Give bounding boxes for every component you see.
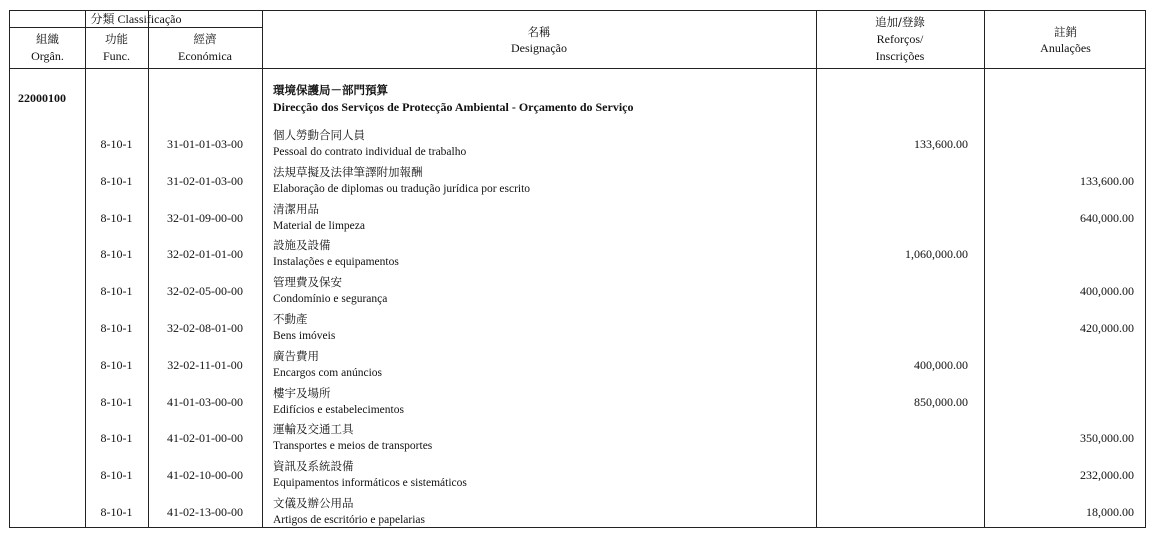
designation-zh: 樓宇及場所 — [273, 386, 331, 400]
economic-code: 32-02-05-00-00 — [167, 284, 243, 298]
designation-pt: Artigos de escritório e papelarias — [273, 514, 425, 526]
column-divider — [262, 11, 263, 527]
economic-code: 31-02-01-03-00 — [167, 174, 243, 188]
economic-code: 32-02-01-01-00 — [167, 247, 243, 261]
designation-zh: 清潔用品 — [273, 202, 319, 216]
organ-header-zh: 組織 — [36, 32, 59, 46]
function-code: 8-10-1 — [100, 431, 133, 445]
economic-header-pt: Económica — [178, 49, 232, 63]
organ-title-pt: Direcção dos Serviços de Protecção Ambiental - Orçamento do Serviço — [273, 100, 634, 114]
economic-code: 41-02-13-00-00 — [167, 505, 243, 519]
designation-zh: 法規草擬及法律筆譯附加報酬 — [273, 165, 423, 179]
designation-zh: 個人勞動合同人員 — [273, 128, 365, 142]
designation-zh: 設施及設備 — [273, 238, 331, 252]
reforcos-header-pt: Reforços/ — [876, 32, 924, 46]
designation-pt: Instalações e equipamentos — [273, 256, 399, 268]
designation-pt: Material de limpeza — [273, 220, 365, 232]
header-bottom-rule — [10, 68, 1145, 69]
function-header-zh: 功能 — [105, 32, 128, 46]
reforcos-header-zh: 追加/登錄 — [875, 15, 925, 29]
designation-pt: Edifícios e estabelecimentos — [273, 404, 404, 416]
designation-pt: Condomínio e segurança — [273, 293, 388, 305]
designation-header-zh: 名稱 — [527, 25, 551, 39]
function-code: 8-10-1 — [100, 284, 133, 298]
anulacoes-amount: 420,000.00 — [1080, 321, 1134, 335]
column-divider — [148, 11, 149, 527]
function-header-pt: Func. — [103, 49, 130, 63]
reforcos-amount: 133,600.00 — [914, 137, 968, 151]
organ-header-pt: Orgân. — [31, 49, 64, 63]
function-code: 8-10-1 — [100, 358, 133, 372]
anulacoes-amount: 133,600.00 — [1080, 174, 1134, 188]
economic-code: 32-02-11-01-00 — [167, 358, 243, 372]
function-code: 8-10-1 — [100, 247, 133, 261]
reforcos-amount: 850,000.00 — [914, 395, 968, 409]
designation-zh: 不動產 — [273, 312, 308, 326]
function-code: 8-10-1 — [100, 211, 133, 225]
designation-zh: 廣告費用 — [273, 349, 319, 363]
designation-zh: 運輸及交通工具 — [273, 422, 354, 436]
function-code: 8-10-1 — [100, 468, 133, 482]
budget-table — [9, 10, 1146, 528]
anulacoes-header-pt: Anulações — [1040, 41, 1091, 55]
economic-header-zh: 經濟 — [193, 32, 217, 46]
anulacoes-header-zh: 註銷 — [1054, 25, 1077, 39]
anulacoes-amount: 350,000.00 — [1080, 431, 1134, 445]
designation-pt: Elaboração de diplomas ou tradução jurídica por escrito — [273, 183, 531, 195]
designation-pt: Transportes e meios de transportes — [273, 440, 433, 452]
column-divider — [85, 11, 86, 527]
anulacoes-amount: 400,000.00 — [1080, 284, 1134, 298]
designation-pt: Bens imóveis — [273, 330, 336, 342]
economic-code: 41-01-03-00-00 — [167, 395, 243, 409]
header-divider — [10, 27, 262, 28]
column-divider — [984, 11, 985, 527]
column-divider — [816, 11, 817, 527]
economic-code: 41-02-10-00-00 — [167, 468, 243, 482]
designation-zh: 管理費及保安 — [273, 275, 342, 289]
designation-pt: Pessoal do contrato individual de trabalho — [273, 146, 467, 158]
function-code: 8-10-1 — [100, 321, 133, 335]
economic-code: 32-01-09-00-00 — [167, 211, 243, 225]
economic-code: 41-02-01-00-00 — [167, 431, 243, 445]
function-code: 8-10-1 — [100, 137, 133, 151]
organ-code: 22000100 — [18, 91, 66, 105]
function-code: 8-10-1 — [100, 395, 133, 409]
anulacoes-amount: 640,000.00 — [1080, 211, 1134, 225]
designation-zh: 資訊及系統設備 — [273, 459, 354, 473]
function-code: 8-10-1 — [100, 505, 133, 519]
organ-title-zh: 環境保護局－部門預算 — [273, 83, 388, 97]
anulacoes-amount: 232,000.00 — [1080, 468, 1134, 482]
classification-header: 分類 Classificação — [90, 12, 182, 26]
economic-code: 31-01-01-03-00 — [167, 137, 243, 151]
reforcos-amount: 400,000.00 — [914, 358, 968, 372]
designation-pt: Equipamentos informáticos e sistemáticos — [273, 477, 467, 489]
function-code: 8-10-1 — [100, 174, 133, 188]
designation-pt: Encargos com anúncios — [273, 367, 383, 379]
designation-zh: 文儀及辦公用品 — [273, 496, 354, 510]
anulacoes-amount: 18,000.00 — [1086, 505, 1134, 519]
economic-code: 32-02-08-01-00 — [167, 321, 243, 335]
reforcos-amount: 1,060,000.00 — [905, 247, 968, 261]
inscricoes-header-pt: Inscrições — [875, 49, 925, 63]
designation-header-pt: Designação — [511, 41, 567, 55]
